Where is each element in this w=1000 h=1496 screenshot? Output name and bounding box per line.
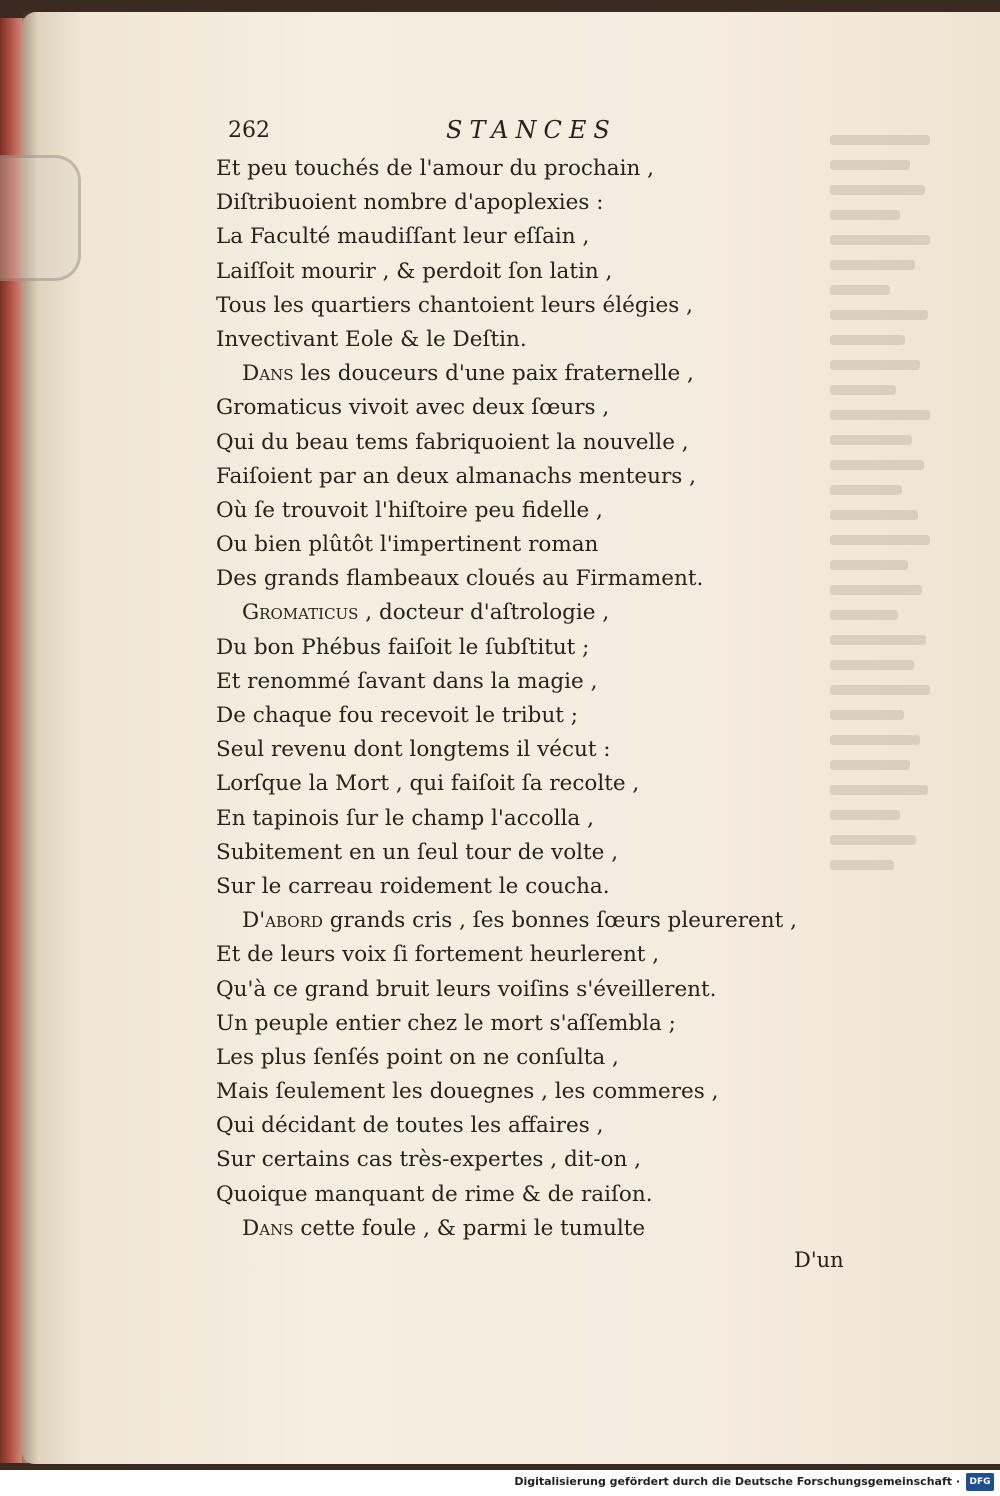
verse-line: Diſtribuoient nombre d'apoplexies : <box>216 190 604 216</box>
stanza-opening-line <box>216 357 836 391</box>
stanza-opening-rest: grands cris , ſes bonnes ſœurs pleurerent , <box>322 908 797 934</box>
verse-line: Où ſe trouvoit l'hiſtoire peu fidelle , <box>216 497 603 523</box>
verse-line: Des grands flambeaux cloués au Firmament. <box>216 566 704 592</box>
verse-line: Subitement en un ſeul tour de volte , <box>216 839 619 865</box>
stanza-lead-word: Gromaticus <box>242 600 359 626</box>
verse-line: Laiſſoit mourir , & perdoit ſon latin , <box>216 258 613 284</box>
stanza-opening-rest: cette foule , & parmi le tumulte <box>293 1215 646 1241</box>
verse-line: Seul revenu dont longtems il vécut : <box>216 737 611 763</box>
show-through-text <box>830 120 940 1280</box>
verse-line: Et peu touchés de l'amour du prochain , <box>216 156 654 181</box>
catchword: D'un <box>794 1248 844 1272</box>
verse-line: Un peuple entier chez le mort s'aſſembla ; <box>216 1010 676 1036</box>
verse-line: Quoique manquant de rime & de raiſon. <box>216 1181 653 1207</box>
verse-line: Tous les quartiers chantoient leurs élégies , <box>216 292 693 318</box>
verse-line: Qu'à ce grand bruit leurs voiſins s'éveillerent. <box>216 976 717 1002</box>
stanza-lead-word: D'abord <box>242 908 323 934</box>
page-clip <box>0 155 81 281</box>
poem-text <box>216 152 836 1246</box>
stanza-opening-line <box>216 596 836 630</box>
running-head <box>226 116 746 148</box>
verse-line: Du bon Phébus faiſoit le ſubſtitut ; <box>216 634 590 660</box>
funding-footer <box>0 1470 1000 1496</box>
verse-line: Gromaticus vivoit avec deux ſœurs , <box>216 395 610 421</box>
verse-line: Faiſoient par an deux almanachs menteurs , <box>216 463 696 489</box>
verse-line: Mais ſeulement les douegnes , les commeres , <box>216 1079 719 1105</box>
stanza-opening-line <box>216 1212 836 1246</box>
stanza-opening-rest: les douceurs d'une paix fraternelle , <box>293 361 694 387</box>
verse-line: Ou bien plûtôt l'impertinent roman <box>216 532 599 558</box>
verse-line: Sur le carreau roidement le coucha. <box>216 873 610 899</box>
dfg-logo-icon: DFG <box>966 1473 994 1491</box>
verse-line: Qui du beau tems fabriquoient la nouvelle , <box>216 429 689 455</box>
verse-line: Lorſque la Mort , qui faiſoit ſa recolte , <box>216 771 640 797</box>
page-number: 262 <box>228 118 270 143</box>
funding-notice: Digitalisierung gefördert durch die Deutsche Forschungsgemeinschaft · <box>514 1475 960 1488</box>
verse-line: Qui décidant de toutes les affaires , <box>216 1113 604 1139</box>
verse-line: Et renommé ſavant dans la magie , <box>216 668 598 694</box>
verse-line: Et de leurs voix ſi fortement heurlerent , <box>216 942 660 968</box>
stanza-opening-line <box>216 904 836 938</box>
running-title: STANCES <box>446 116 617 144</box>
verse-line: Invectivant Eole & le Deſtin. <box>216 326 527 352</box>
stanza-lead-word: Dans <box>242 1215 294 1241</box>
verse-line: De chaque fou recevoit le tribut ; <box>216 703 579 728</box>
verse-line: En tapinois ſur le champ l'accolla , <box>216 805 594 831</box>
verse-line: Les plus ſenſés point on ne conſulta , <box>216 1044 619 1070</box>
stanza-opening-rest: , docteur d'aſtrologie , <box>358 600 610 626</box>
verse-line: Sur certains cas très-expertes , dit-on , <box>216 1147 641 1173</box>
stanza-lead-word: Dans <box>242 361 294 387</box>
verse-line: La Faculté maudiſſant leur eſſain , <box>216 224 590 250</box>
